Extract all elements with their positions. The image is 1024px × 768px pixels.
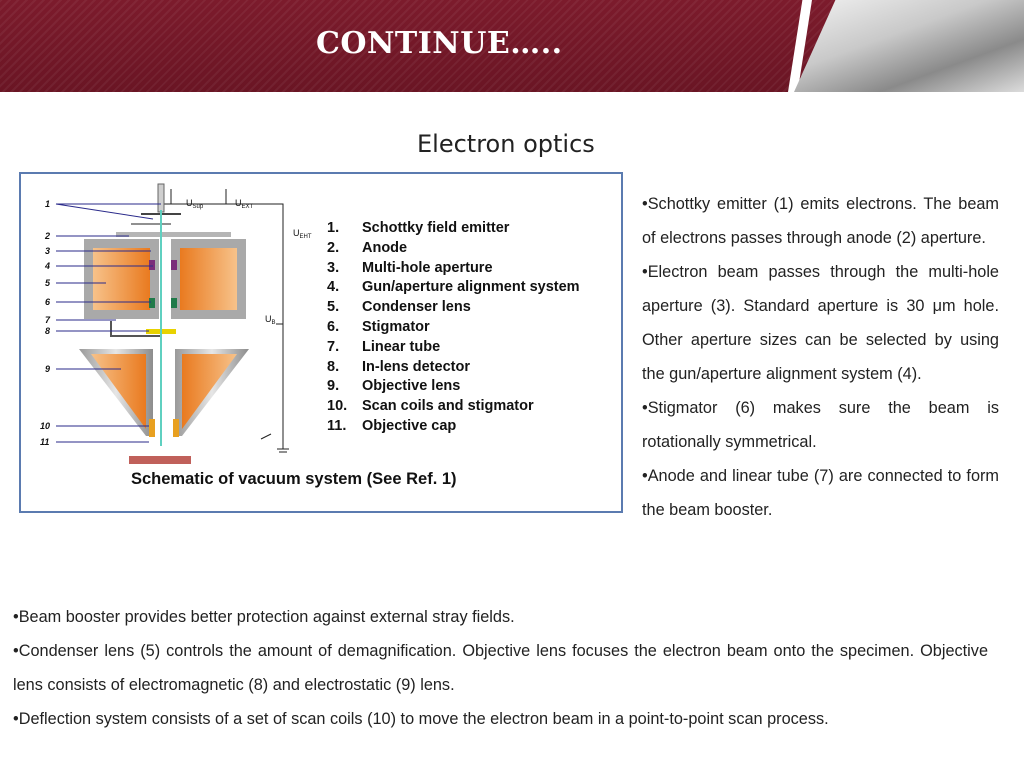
header-banner bbox=[0, 0, 1024, 92]
svg-text:UB: $U_B$ bbox=[265, 314, 276, 326]
section-subtitle: Electron optics bbox=[417, 130, 595, 158]
scan-coils bbox=[149, 419, 155, 437]
bullet-paragraph: •Deflection system consists of a set of scan coils (10) to move the electron beam in a point-to-point scan process. bbox=[13, 710, 829, 728]
objective-lens bbox=[79, 349, 249, 436]
callout-9: 9 bbox=[45, 364, 51, 374]
callout-2: 2 bbox=[45, 231, 51, 241]
legend-item: 9. Objective lens bbox=[327, 378, 461, 395]
legend-item: 3. Multi-hole aperture bbox=[327, 259, 493, 276]
slide-title: CONTINUE….. bbox=[316, 26, 563, 61]
legend-item: 8. In-lens detector bbox=[327, 358, 470, 375]
svg-text:UEXT: $U_{EXT}$ bbox=[235, 198, 254, 210]
callout-1: 1 bbox=[45, 199, 51, 209]
right-bullet-list bbox=[642, 187, 999, 527]
specimen-stage bbox=[129, 456, 191, 464]
legend-item: 5. Condenser lens bbox=[327, 299, 471, 316]
microscope-photo bbox=[794, 0, 1024, 92]
component-legend bbox=[327, 219, 580, 437]
legend-item: 2. Anode bbox=[327, 239, 408, 256]
multi-hole-aperture bbox=[149, 260, 155, 270]
bullet-paragraph: •Electron beam passes through the multi-hole aperture (3). Standard aperture is 30 μm hole. Other aperture sizes can be selected by using the gun/aperture alignment system (4). bbox=[642, 263, 999, 383]
legend-item: 6. Stigmator bbox=[327, 318, 430, 335]
bottom-bullet-list bbox=[13, 600, 988, 736]
vacuum-schematic-figure bbox=[19, 172, 623, 513]
svg-text:USup: $U_{Sup}$ bbox=[186, 198, 204, 210]
legend-item: 11. Objective cap bbox=[327, 417, 457, 434]
bullet-paragraph: •Stigmator (6) makes sure the beam is rotationally symmetrical. bbox=[642, 399, 999, 451]
legend-item: 1. Schottky field emitter bbox=[327, 220, 510, 236]
schottky-emitter bbox=[158, 184, 164, 212]
callout-4: 4 bbox=[45, 261, 51, 271]
figure-caption: Schematic of vacuum system (See Ref. 1) bbox=[131, 470, 457, 488]
bullet-paragraph: •Schottky emitter (1) emits electrons. The beam of electrons passes through anode (2) aperture. bbox=[642, 195, 999, 247]
stigmator bbox=[149, 298, 155, 308]
bullet-paragraph: •Beam booster provides better protection against external stray fields. bbox=[13, 608, 515, 626]
callout-6: 6 bbox=[45, 297, 51, 307]
bullet-paragraph: •Condenser lens (5) controls the amount of demagnification. Objective lens focuses the electron beam onto the specimen. Objective lens consists of electromagnetic (8) and electrostatic (9) lens. bbox=[13, 642, 988, 694]
callout-10: 10 bbox=[40, 421, 51, 431]
svg-text:UEHT: $U_{EHT}$ bbox=[293, 228, 312, 240]
callout-numbers bbox=[40, 199, 51, 447]
legend-item: 10. Scan coils and stigmator bbox=[327, 398, 534, 415]
callout-3: 3 bbox=[45, 246, 51, 256]
callout-11: 11 bbox=[40, 437, 50, 447]
legend-item: 4. Gun/aperture alignment system bbox=[327, 279, 580, 296]
callout-7: 7 bbox=[45, 315, 51, 325]
callout-8: 8 bbox=[45, 326, 51, 336]
bullet-paragraph: •Anode and linear tube (7) are connected to form the beam booster. bbox=[642, 467, 999, 519]
legend-item: 7. Linear tube bbox=[327, 338, 441, 355]
callout-5: 5 bbox=[45, 278, 51, 288]
